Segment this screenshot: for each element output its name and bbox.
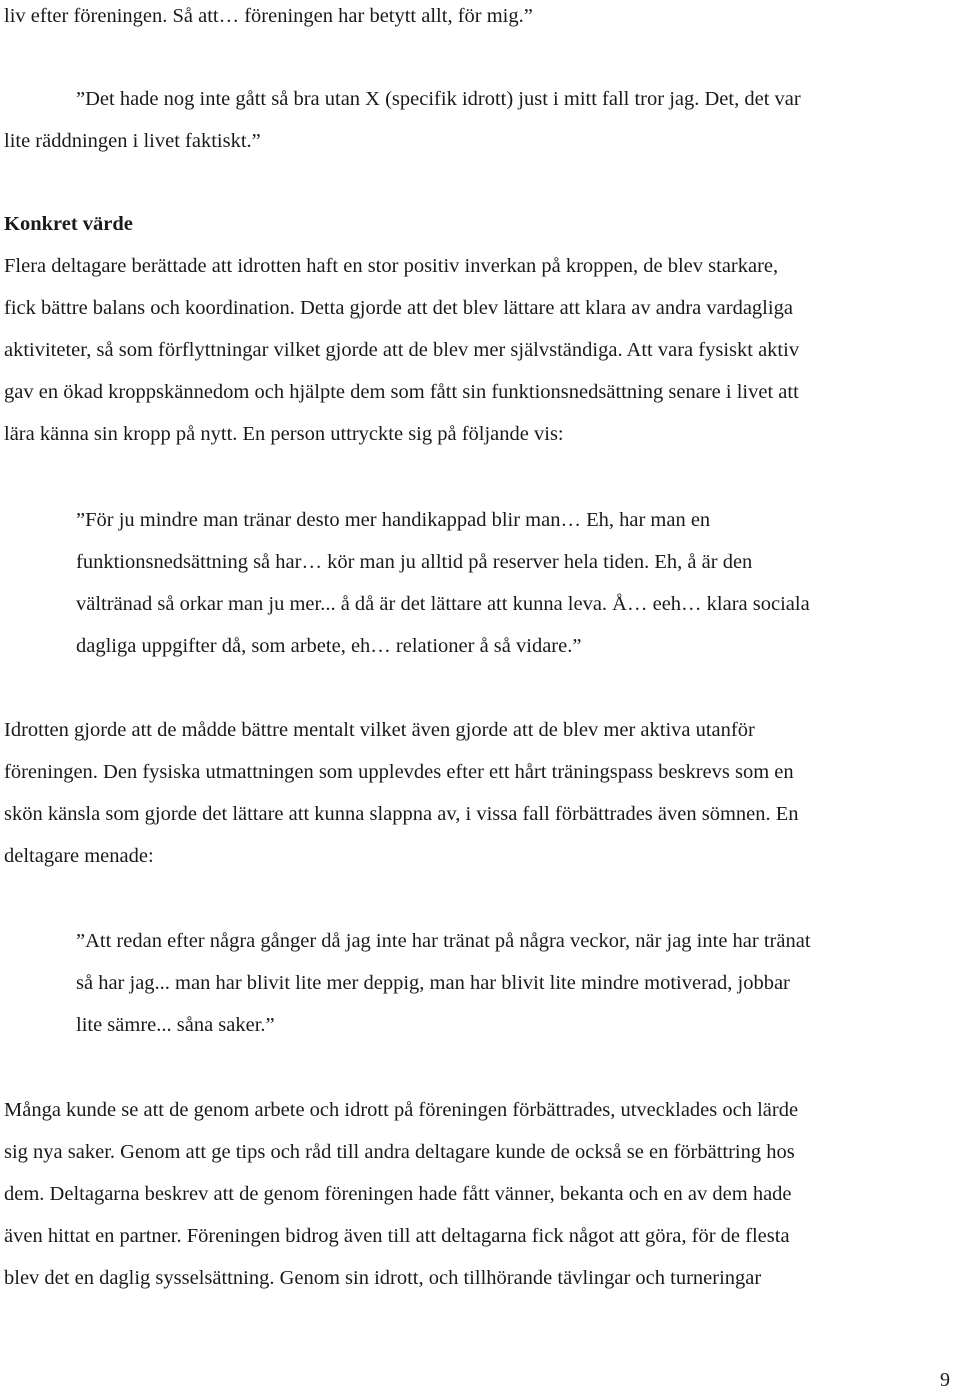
paragraph-line: Flera deltagare berättade att idrotten haft en stor positiv inverkan på kroppen, de blev starkare,: [4, 255, 779, 277]
paragraph-line: sig nya saker. Genom att ge tips och råd till andra deltagare kunde de också se en förbättring hos: [4, 1141, 795, 1163]
paragraph-line: även hittat en partner. Föreningen bidrog även till att deltagarna fick något att göra, för de flesta: [4, 1225, 790, 1247]
paragraph-line: skön känsla som gjorde det lättare att kunna slappna av, i vissa fall förbättrades även sömnen. En: [4, 803, 799, 825]
paragraph-line: fick bättre balans och koordination. Detta gjorde att det blev lättare att klara av andra vardagliga: [4, 297, 793, 319]
quote-line: lite sämre... såna saker.”: [76, 1014, 275, 1036]
paragraph-line: Många kunde se att de genom arbete och idrott på föreningen förbättrades, utvecklades och lärde: [4, 1099, 799, 1121]
paragraph-line: föreningen. Den fysiska utmattningen som upplevdes efter ett hårt träningspass beskrevs som en: [4, 761, 794, 783]
paragraph-line: dem. Deltagarna beskrev att de genom föreningen hade fått vänner, bekanta och en av dem hade: [4, 1183, 792, 1205]
section-heading: Konkret värde: [4, 213, 133, 235]
paragraph-line: blev det en daglig sysselsättning. Genom sin idrott, och tillhörande tävlingar och turneringar: [4, 1267, 762, 1289]
quote-line: vältränad så orkar man ju mer... å då är det lättare att kunna leva. Å… eeh… klara sociala: [76, 593, 810, 615]
paragraph-line: deltagare menade:: [4, 845, 154, 867]
quote-line: ”Det hade nog inte gått så bra utan X (specifik idrott) just i mitt fall tror jag. Det, det var: [76, 88, 801, 110]
quote-line: liv efter föreningen. Så att… föreningen har betytt allt, för mig.”: [4, 5, 533, 27]
paragraph-line: Idrotten gjorde att de mådde bättre mentalt vilket även gjorde att de blev mer aktiva utanför: [4, 719, 755, 741]
page-number: 9: [940, 1369, 950, 1391]
quote-line: funktionsnedsättning så har… kör man ju alltid på reserver hela tiden. Eh, å är den: [76, 551, 753, 573]
paragraph-line: lära känna sin kropp på nytt. En person uttryckte sig på följande vis:: [4, 423, 564, 445]
quote-line: lite räddningen i livet faktiskt.”: [4, 130, 261, 152]
quote-line: dagliga uppgifter då, som arbete, eh… relationer å så vidare.”: [76, 635, 582, 657]
paragraph-line: gav en ökad kroppskännedom och hjälpte dem som fått sin funktionsnedsättning senare i livet att: [4, 381, 799, 403]
quote-line: så har jag... man har blivit lite mer deppig, man har blivit lite mindre motiverad, jobbar: [76, 972, 790, 994]
quote-line: ”För ju mindre man tränar desto mer handikappad blir man… Eh, har man en: [76, 509, 711, 531]
quote-line: ”Att redan efter några gånger då jag inte har tränat på några veckor, när jag inte har tränat: [76, 930, 811, 952]
paragraph-line: aktiviteter, så som förflyttningar vilket gjorde att de blev mer självständiga. Att vara fysiskt aktiv: [4, 339, 800, 361]
